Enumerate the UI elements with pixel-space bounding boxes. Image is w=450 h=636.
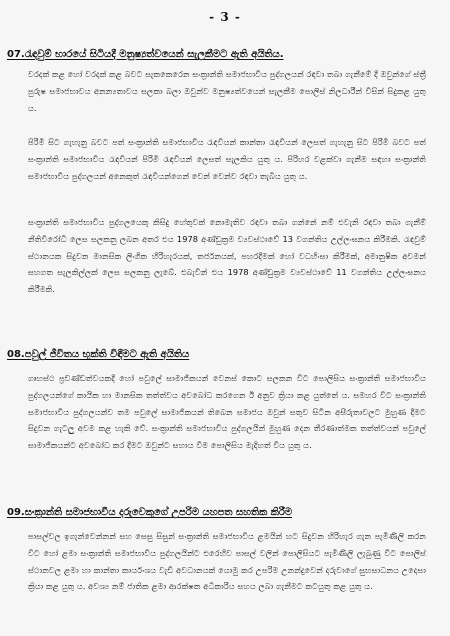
section-heading: 08.පවුල් ජීවිතය භුක්ති විඳීමට ඇති අයිතිය	[7, 349, 190, 360]
paragraph: පාසල්වල ඉගැන්වෙන්නන් සහ සෙසු සිසුන් සංක්‍රාන්ති සමාජභාවීය ළමයින් හට සිදුවන හිරිහැර ගැන පැමිණිලි කරන විට හෝ ළමා සංක්‍රාන්ති සමාජභාවීය පුද්ගලයින්ට එරෙහිව පාසල් වලින් පොලිසියට පැමිණිලි ලැබුණු විට පොලිස් ස්ථානවල ළමා හා කාන්තා කාර්යංශය වැඩි අවධානයක් යොමු කර උපරිම උනන්දුවෙන් දරුවාගේ සුභසාධනය උදෙසා ක්‍රියා කළ යුතු ය. අවශ්‍ය නම් ජාතික ළමා ආරක්ෂක අධිකාරිය සහය ලබා ගැනීමට කටයුතු කළ යුතු ය.	[28, 531, 426, 592]
section-heading: 09.සංක්‍රාන්ති සමාජභාවීය දරුවෙකුගේ උපරිම යහපත සහතික කිරීම	[7, 507, 293, 518]
paragraph: ගෘහස්ථ ප්‍රචණ්ඩත්වයකදී හෝ පවුලේ සාමාජිකයන් වෙනස් කොට සලකන විට පොලිසිය සංක්‍රාන්ති සමාජභාවීය පුද්ගලයන්ගේ කායික හා මානසික තත්ත්වය අවබෝධ කරගෙන ඊ අනුව ක්‍රියා කළ යුත්තේ ය. සමහර විට සංක්‍රාන්ති සමාජභාවීය පුද්ගලයන්ව තම පවුලේ සාමාජිකයන් තිබෙන සමාජය ඔවුන් සතුව සිටින අසීරුතාවලට මුහුණ දීමට සිදුවන ගැටලු අවම කළ හැකි වේ. සංක්‍රාන්ති සමාජභාවීය පුද්ගලයින් මුහුණ දෙන තීරණාත්මක තත්ත්වයන් පවුලේ සාමාජිකයන්ට අවබෝධ කර දීමට ඔවුන්ට සහාය වීම පොලිසිය මැදිහත් විය යුතු ය.	[28, 373, 426, 451]
paragraph: සංක්‍රාන්ති සමාජභාවීය පුද්ගලයෙකු කිසිදු හේතුවක් නොමැතිව රඳවා තබා ගන්නේ නම් එවැනි රඳවා තබා ගැනීම් නීතිවිරෝධී ලෙස සලකනු ලබන අතර එය 1978 අණ්ඩුක්‍රම ව්‍යවස්ථාවේ 13 වගන්තිය උල්ලංඝනය කිරීමකි. රැඳවුම් ස්ථානයක සිදුවන මානසික ලිංගික හිරිහැරයක්, තර්ජනයක්, පහරදීමක් හෝ වධහිංසා කිරීමක්, අමානුෂික අවමන් සහගත සැලකිල්ලක් ලෙස සලකනු ලැබේ. එබැවින් එය 1978 අණ්ඩුක්‍රම ව්‍යවස්ථාවේ 11 වගන්තිය උල්ලංඝනය කිරීමකි.	[28, 217, 426, 295]
page-number: - 3 -	[209, 10, 241, 24]
paragraph: වරදක් කළ හෝ වරදක් කළ බවට සැකකෙරෙන සංක්‍රාන්ති සමාජභාවීය පුද්ගලයන් රඳවා තබා ගැනීමේ දී ඔවුන්ගේ ස්ත්‍රී පුරුෂ සමාජභාවය අනන්‍යතාවය සලකා බලා ඔවුන්ව මනුෂ්‍යත්වයෙන් සැලකීම පොලිස් නිලධාරීන් විසින් සිදුකළ යුතු ය.	[28, 69, 426, 113]
section-heading: 07.රැඳවුම් භාරයේ සිටියදී මනුෂ්‍යත්වයෙන් සැලකීමට ඇති අයිතිය.	[7, 49, 284, 60]
paragraph: පිරිමි සිට ගැහැනු බවට පත් සංක්‍රාන්ති සමාජභාවීය රැඳවියන් කාන්තා රැඳවියන් ලෙසත් ගැහැනු සිට පිරිමි බවට පත් සංක්‍රාන්ති සමාජභාවීය රැඳවියන් පිරිමි රැඳවියන් ලෙසත් සැලකිය යුතු ය. පිරිහර වළක්වා ගැනීම සඳහා සංක්‍රාන්ති සමාජභාවීය පුද්ගලයන් අනෙකුත් රැඳවියන්ගෙන් වෙන් වෙන්ව රඳවා තැබිය යුතු ය.	[28, 137, 426, 181]
